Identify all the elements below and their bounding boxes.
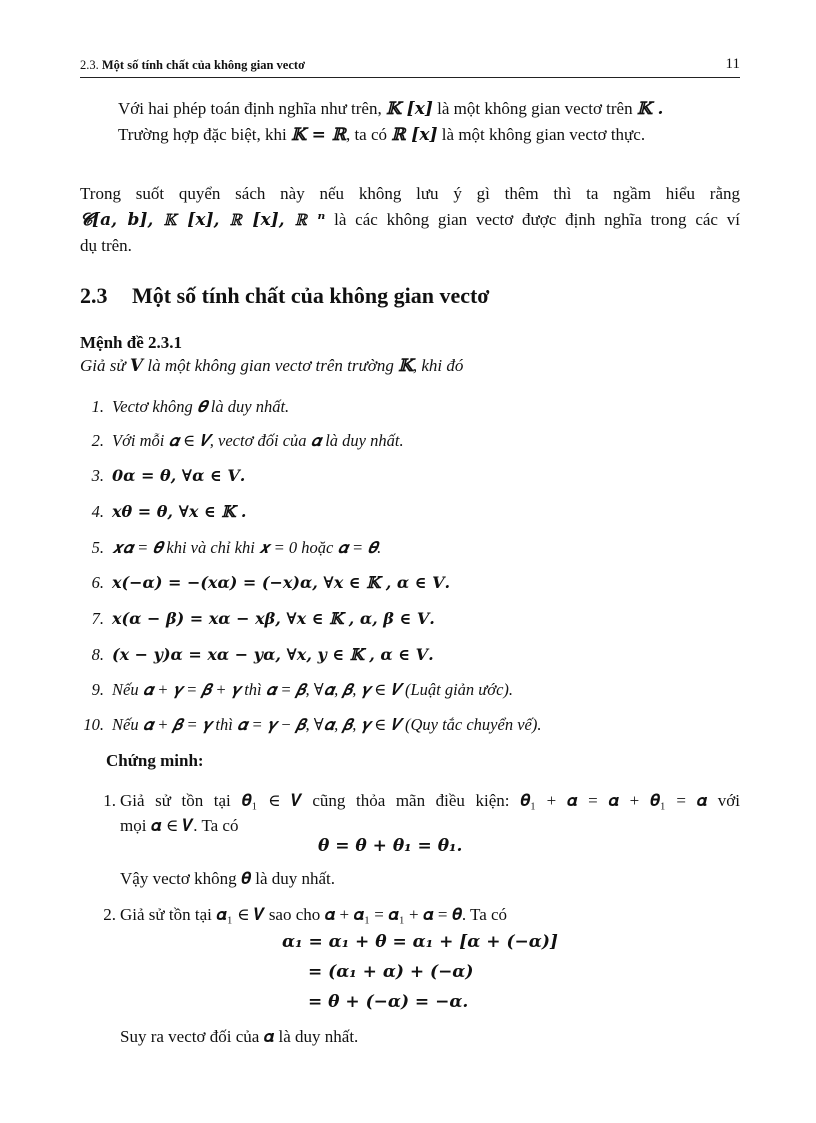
- item-number: 9.: [91, 680, 104, 699]
- item-number: 3.: [91, 466, 104, 485]
- item-text: Vectơ không 𝜽 là duy nhất.: [112, 397, 290, 416]
- intro-text-1a: Với hai phép toán định nghĩa như trên,: [118, 99, 386, 118]
- section-title: Một số tính chất của không gian vectơ: [132, 283, 490, 308]
- proof-1-conclusion: Vậy vectơ không 𝜽 là duy nhất.: [120, 869, 336, 888]
- proof-step-number: 2.: [103, 905, 116, 924]
- section-number: 2.3: [80, 283, 108, 308]
- proof-1-line-2: mọi 𝜶 ∈ 𝑽. Ta có: [120, 816, 239, 835]
- item-number: 4.: [91, 502, 104, 521]
- proof-2-conclusion: Suy ra vectơ đối của 𝜶 là duy nhất.: [120, 1027, 359, 1046]
- intro-line-2: [118, 122, 758, 148]
- item-text: 𝒙𝜽 = 𝜽, ∀𝒙 ∈ 𝕂 .: [112, 502, 247, 521]
- item-text: 𝒙(−𝜶) = −(𝒙𝜶) = (−𝒙)𝜶, ∀𝒙 ∈ 𝕂 , 𝜶 ∈ 𝑽.: [112, 573, 451, 592]
- item-text: Nếu 𝜶 + 𝜷 = 𝜸 thì 𝜶 = 𝜸 − 𝜷, ∀𝜶, 𝜷, 𝜸 ∈ 𝑽 (Quy tắc chuyển vế).: [112, 715, 542, 734]
- proposition-item: [80, 397, 289, 417]
- item-number: 6.: [91, 573, 104, 592]
- intro-math-rx: ℝ [𝒙]: [391, 125, 438, 145]
- proposition-item: [80, 715, 541, 735]
- item-number: 1.: [91, 397, 104, 416]
- convention-math: 𝓒[𝒂, 𝒃], 𝕂 [𝒙], ℝ [𝒙], ℝ ⁿ: [80, 210, 326, 230]
- statement-a: Giả sử: [80, 356, 130, 375]
- proof-title: Chứng minh:: [106, 751, 204, 770]
- statement-V: 𝑽: [129, 356, 144, 376]
- proposition-item: [80, 538, 381, 558]
- proposition-item: [80, 573, 450, 593]
- intro-math-k: 𝕂 .: [636, 99, 664, 119]
- proof-1-line-1: Giả sử tồn tại 𝜽₁ ∈ 𝑽 cũng thỏa mãn điều kiện: 𝜽₁ + 𝜶 = 𝜶 + 𝜽₁ = 𝜶 với: [120, 791, 740, 810]
- convention-line-3: dụ trên.: [80, 236, 132, 255]
- item-number: 5.: [91, 538, 104, 557]
- convention-text: là các không gian vectơ được định nghĩa trong các ví: [325, 210, 740, 229]
- proposition-statement: [80, 356, 463, 376]
- intro-math-k-eq-r: 𝕂 = ℝ: [290, 125, 346, 145]
- intro-math-kx: 𝕂 [𝒙]: [385, 99, 433, 119]
- item-text: 0𝜶 = 𝜽, ∀𝜶 ∈ 𝑽.: [112, 466, 246, 485]
- intro-text-2b: , ta có: [345, 125, 392, 144]
- proposition-item: [80, 680, 513, 700]
- proof-step-number: 1.: [103, 791, 116, 810]
- convention-line-1: Trong suốt quyển sách này nếu không lưu ý gì thêm thì ta ngầm hiểu rằng: [80, 184, 740, 203]
- item-text: 𝒙𝜶 = 𝜽 khi và chỉ khi 𝒙 = 0 hoặc 𝜶 = 𝜽.: [112, 538, 382, 557]
- intro-text-2c: là một không gian vectơ thực.: [437, 125, 646, 144]
- proof-2-line-1: Giả sử tồn tại 𝜶₁ ∈ 𝑽 sao cho 𝜶 + 𝜶₁ = 𝜶₁ + 𝜶 = 𝜽. Ta có: [120, 905, 508, 924]
- item-number: 10.: [83, 715, 104, 734]
- item-text: Nếu 𝜶 + 𝜸 = 𝜷 + 𝜸 thì 𝜶 = 𝜷, ∀𝜶, 𝜷, 𝜸 ∈ 𝑽 (Luật giản ước).: [112, 680, 514, 699]
- proposition-item: [80, 431, 404, 451]
- item-number: 2.: [91, 431, 104, 450]
- proposition-item: [80, 609, 435, 629]
- proof-2-eq-3: = 𝜽 + (−𝜶) = −𝜶.: [308, 992, 469, 1012]
- item-text: (𝒙 − 𝒚)𝜶 = 𝒙𝜶 − 𝒚𝜶, ∀𝒙, 𝒚 ∈ 𝕂 , 𝜶 ∈ 𝑽.: [112, 645, 434, 664]
- proof-2-eq-1: 𝜶₁ = 𝜶₁ + 𝜽 = 𝜶₁ + [𝜶 + (−𝜶)]: [282, 932, 558, 952]
- convention-line-2: [80, 207, 740, 233]
- header-section: [80, 58, 305, 73]
- intro-text-2a: Trường hợp đặc biệt, khi: [118, 125, 291, 144]
- running-header: [80, 58, 740, 78]
- proposition-item: [80, 645, 434, 665]
- statement-b: là một không gian vectơ trên trường: [143, 356, 399, 375]
- proof-1-equation: 𝜽 = 𝜽 + 𝜽₁ = 𝜽₁.: [318, 836, 463, 856]
- header-section-prefix: 2.3.: [80, 58, 99, 72]
- item-text: 𝒙(𝜶 − 𝜷) = 𝒙𝜶 − 𝒙𝜷, ∀𝒙 ∈ 𝕂 , 𝜶, 𝜷 ∈ 𝑽.: [112, 609, 435, 628]
- item-number: 8.: [91, 645, 104, 664]
- proposition-title: Mệnh đề 2.3.1: [80, 333, 182, 352]
- intro-line-1: [118, 96, 758, 122]
- header-section-title: Một số tính chất của không gian vectơ: [101, 58, 305, 72]
- proof-2-eq-2: = (𝜶₁ + 𝜶) + (−𝜶): [308, 962, 474, 982]
- page-number: 11: [725, 56, 740, 72]
- section-heading: [80, 283, 489, 309]
- item-text: Với mỗi 𝜶 ∈ 𝑽, vectơ đối của 𝜶 là duy nhất.: [112, 431, 404, 450]
- item-number: 7.: [91, 609, 104, 628]
- proposition-item: [80, 502, 246, 522]
- header-rule: [80, 77, 740, 78]
- proposition-item: [80, 466, 245, 486]
- statement-c: , khi đó: [412, 356, 464, 375]
- statement-K: 𝕂: [398, 356, 413, 376]
- intro-text-1b: là một không gian vectơ trên: [432, 99, 637, 118]
